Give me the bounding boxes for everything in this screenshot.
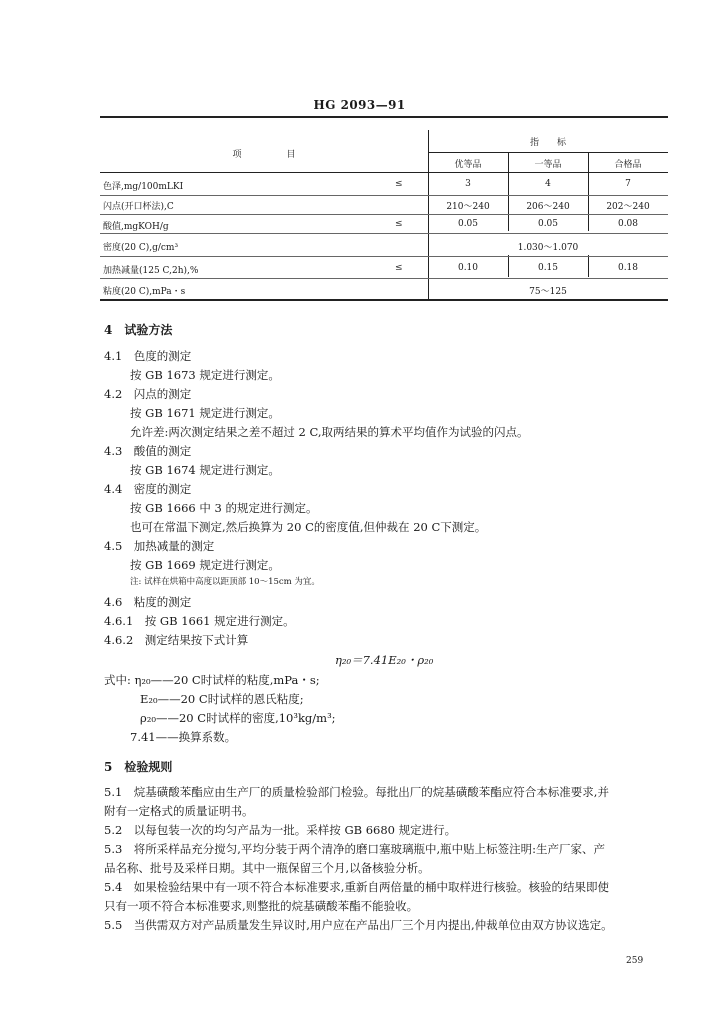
paragraph: 按 GB 1673 规定进行测定。 [130,368,280,382]
subsection: 4.6.2 测定结果按下式计算 [104,633,249,647]
cell: 210～240 [446,202,490,212]
section-title: 4 试验方法 [104,323,173,337]
paragraph: 只有一项不符合本标准要求,则整批的烷基磺酸苯酯不能验收。 [104,899,419,913]
cell: 0.05 [457,219,479,229]
paragraph: 品名称、批号及采样日期。其中一瓶保留三个月,以备核验分析。 [104,861,430,875]
paragraph: 按 GB 1669 规定进行测定。 [130,558,280,572]
paragraph: 5.2 以每包装一次的均匀产品为一批。采样按 GB 6680 规定进行。 [104,823,457,837]
subsection: 4.6.1 按 GB 1661 规定进行测定。 [104,614,295,628]
row-sign: ≤ [395,179,403,189]
section-title: 5 检验规则 [104,760,173,774]
table-bottom-rule [100,299,668,301]
cell-merged: 1.030～1.070 [517,243,579,253]
cell: 4 [545,179,551,189]
where-line: 7.41——换算系数。 [130,730,237,744]
paragraph: 5.4 如果检验结果中有一项不符合本标准要求,重新自两倍量的桶中取样进行核验。核验的结果即使 [104,880,609,894]
subsection-title: 4.5 加热减量的测定 [104,539,215,553]
paragraph: 按 GB 1671 规定进行测定。 [130,406,280,420]
cell: 0.08 [617,219,639,229]
table-vline [428,130,429,300]
where-line: E₂₀——20 C时试样的恩氏粘度; [140,692,304,706]
row-name: 酸值,mgKOH/g [103,222,169,232]
cell: 202～240 [606,202,650,212]
row-divider [100,278,668,279]
subsection-title: 4.1 色度的测定 [104,349,192,363]
formula: η₂₀＝7.41E₂₀・ρ₂₀ [335,653,434,667]
row-name: 密度(20 C),g/cm³ [103,243,179,253]
cell: 0.15 [537,263,559,273]
table-grade-rule [428,152,668,153]
row-divider [100,256,668,257]
paragraph: 附有一定格式的质量证明书。 [104,804,254,818]
where-line: ρ₂₀——20 C时试样的密度,10³kg/m³; [140,711,336,725]
paragraph: 按 GB 1674 规定进行测定。 [130,463,280,477]
where-line: 式中: η₂₀——20 C时试样的粘度,mPa・s; [104,673,320,687]
subsection-title: 4.3 酸值的测定 [104,444,192,458]
table-header-rule [100,172,668,173]
row-name: 粘度(20 C),mPa・s [103,287,186,297]
paragraph: 5.3 将所采样品充分搅匀,平均分装于两个清净的磨口塞玻璃瓶中,瓶中贴上标签注明:生产厂家、产 [104,842,605,856]
row-divider [100,195,668,196]
row-name: 闪点(开口杯法),C [103,202,174,212]
paragraph: 5.5 当供需双方对产品质量发生异议时,用户应在产品出厂三个月内提出,仲裁单位由双方协议选定。 [104,918,613,932]
subsection-title: 4.2 闪点的测定 [104,387,192,401]
row-divider [100,233,668,234]
subsection-title: 4.6 粘度的测定 [104,595,192,609]
grade-header: 优等品 [454,160,482,170]
paragraph: 5.1 烷基磺酸苯酯应由生产厂的质量检验部门检验。每批出厂的烷基磺酸苯酯应符合本标准要求,并 [104,785,609,799]
paragraph: 按 GB 1666 中 3 的规定进行测定。 [130,501,318,515]
row-sign: ≤ [395,219,403,229]
paragraph: 也可在常温下测定,然后换算为 20 C的密度值,但仲裁在 20 C下测定。 [130,520,487,534]
subsection-title: 4.4 密度的测定 [104,482,192,496]
table-top-rule [100,116,668,118]
cell: 3 [465,179,471,189]
cell: 0.18 [617,263,639,273]
cell: 0.05 [537,219,559,229]
row-sign: ≤ [395,263,403,273]
standard-number: HG 2093—91 [313,98,406,112]
col-header-item: 项 目 [232,150,296,160]
col-header-index: 指 标 [529,138,566,148]
cell: 206～240 [526,202,570,212]
row-name: 加热减量(125 C,2h),% [103,266,199,276]
note: 注: 试样在烘箱中高度以距顶部 10～15cm 为宜。 [130,577,320,587]
page-number: 259 [626,956,644,966]
row-name: 色泽,mg/100mLKI [103,182,184,192]
cell: 7 [625,179,631,189]
cell: 0.10 [457,263,479,273]
grade-header: 合格品 [614,160,642,170]
paragraph: 允许差:两次测定结果之差不超过 2 C,取两结果的算术平均值作为试验的闪点。 [130,425,529,439]
grade-header: 一等品 [534,160,562,170]
cell-merged: 75～125 [529,287,567,297]
row-divider [100,214,668,215]
